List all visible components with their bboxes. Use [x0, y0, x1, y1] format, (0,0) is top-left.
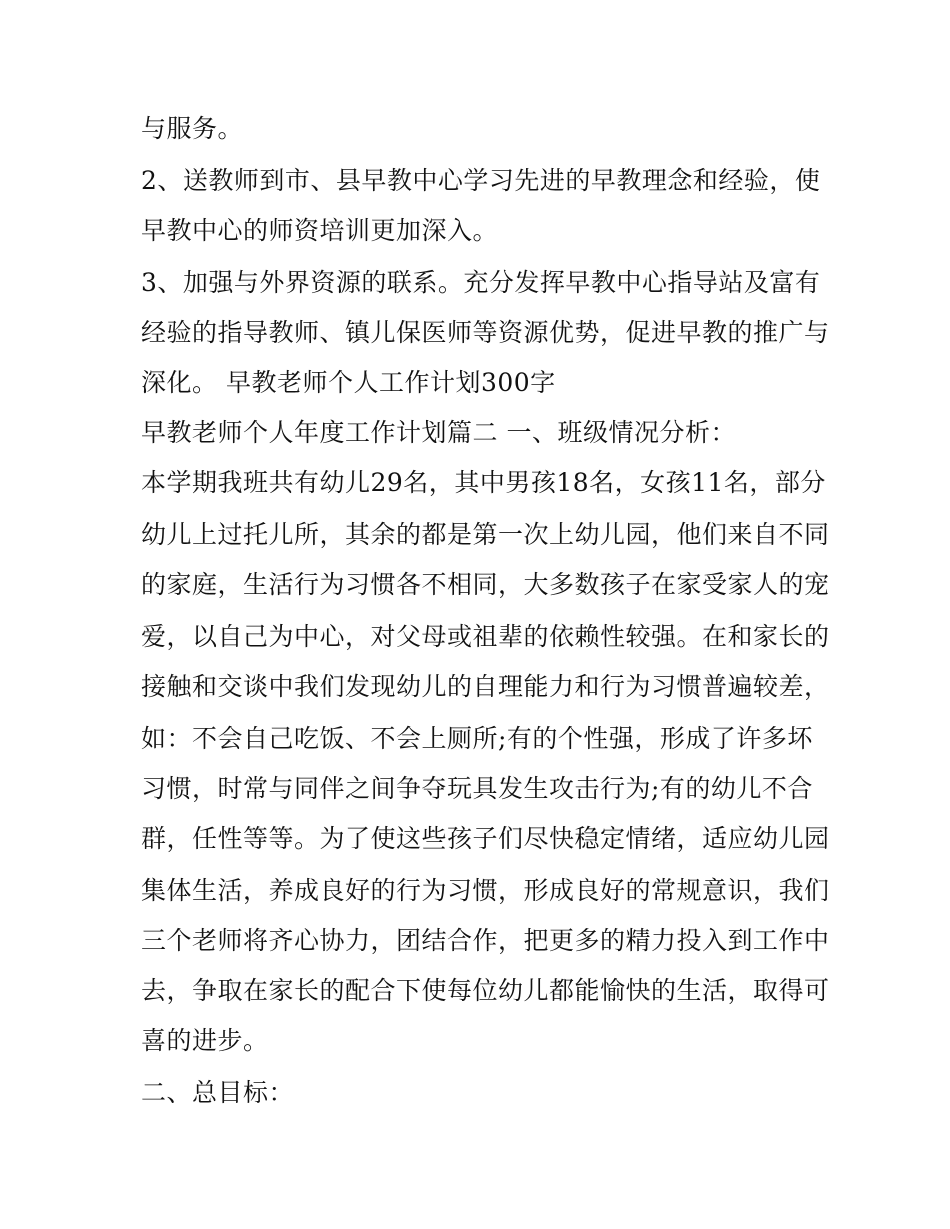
text-line: 2、送教师到市、县早教中心学习先进的早教理念和经验，使 — [141, 166, 821, 195]
text-line: 接触和交谈中我们发现幼儿的自理能力和行为习惯普遍较差， — [141, 672, 830, 701]
text-line: 如：不会自己吃饭、不会上厕所;有的个性强，形成了许多坏 — [141, 724, 813, 753]
text-line: 集体生活，养成良好的行为习惯，形成良好的常规意识，我们 — [141, 876, 830, 905]
text-line: 早教中心的师资培训更加深入。 — [141, 216, 499, 245]
text-line: 本学期我班共有幼儿29名，其中男孩18名，女孩11名，部分 — [141, 468, 826, 497]
text-line: 早教老师个人年度工作计划篇二 一、班级情况分析： — [141, 418, 736, 447]
text-line: 与服务。 — [141, 114, 244, 143]
text-line: 三个老师将齐心协力，团结合作，把更多的精力投入到工作中 — [141, 926, 830, 955]
text-line: 经验的指导教师、镇儿保医师等资源优势，促进早教的推广与 — [141, 318, 830, 347]
section-heading: 二、总目标： — [141, 1078, 295, 1107]
text-line: 去，争取在家长的配合下使每位幼儿都能愉快的生活，取得可 — [141, 976, 830, 1005]
text-line: 幼儿上过托儿所，其余的都是第一次上幼儿园，他们来自不同 — [141, 520, 830, 549]
text-line: 爱，以自己为中心，对父母或祖辈的依赖性较强。在和家长的 — [141, 622, 830, 651]
text-line: 群，任性等等。为了使这些孩子们尽快稳定情绪，适应幼儿园 — [141, 824, 830, 853]
text-line: 习惯，时常与同伴之间争夺玩具发生攻击行为;有的幼儿不合 — [141, 774, 813, 803]
text-line: 喜的进步。 — [141, 1026, 269, 1055]
text-line: 3、加强与外界资源的联系。充分发挥早教中心指导站及富有 — [141, 268, 821, 297]
text-line: 的家庭，生活行为习惯各不相同，大多数孩子在家受家人的宠 — [141, 570, 830, 599]
text-line: 深化。 早教老师个人工作计划300字 — [141, 368, 556, 397]
